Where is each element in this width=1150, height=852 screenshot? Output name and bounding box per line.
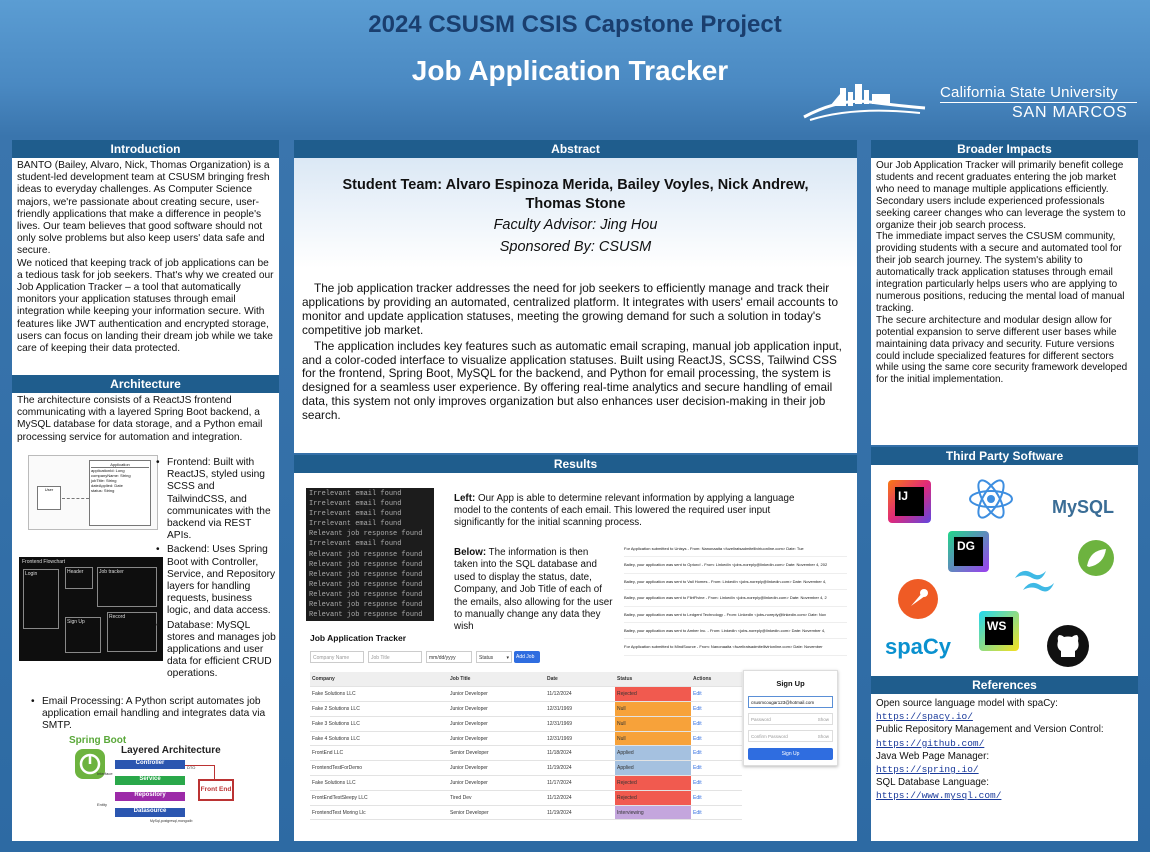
- table-row: [310, 716, 742, 731]
- status-select-label: Status: [479, 655, 494, 661]
- datagrip-icon: [948, 531, 989, 572]
- poster-title: Job Application Tracker: [411, 55, 729, 86]
- show-password-toggle[interactable]: Show: [817, 717, 829, 722]
- cell-job-title: Junior Developer: [448, 776, 545, 791]
- results-panel: [294, 455, 857, 841]
- logo-university: California State University: [940, 84, 1118, 101]
- table-row: [310, 702, 742, 717]
- broader-paragraph: The immediate impact serves the CSUSM community, providing students with a secure and automated tool for their job search journey. The system's ability to automatically track application statuses through email integration particularly helps users who are applying to numerous positions, reducing the mental load of manual tracking.: [876, 231, 1125, 314]
- terminal-line: Irrelevant email found: [309, 490, 402, 498]
- conference-title: 2024 CSUSM CSIS Capstone Project: [368, 11, 782, 38]
- terminal-line: Relevant job response found: [309, 530, 423, 539]
- broader-impacts-heading: Broader Impacts: [871, 140, 1138, 158]
- webstorm-icon: [979, 611, 1019, 651]
- edit-link[interactable]: Edit: [691, 687, 742, 702]
- left-caption: [454, 493, 814, 529]
- col-date: Date: [545, 672, 615, 687]
- spacy-label: spaCy: [885, 634, 952, 659]
- csusm-logo: [800, 80, 1145, 125]
- introduction-heading: Introduction: [12, 140, 279, 158]
- status-badge: Rejected: [615, 790, 691, 805]
- reference-link-mysql[interactable]: https://www.mysql.com/: [876, 790, 1002, 802]
- layer-service: Service: [115, 776, 185, 785]
- terminal-line: Relevant job response found: [309, 550, 423, 559]
- github-icon: [1046, 624, 1090, 668]
- intellij-icon: [888, 480, 931, 523]
- terminal-line: Relevant job response found: [309, 590, 423, 599]
- below-caption-label: Below:: [454, 547, 487, 558]
- cell-company: Fake 3 Solutions LLC: [310, 716, 448, 731]
- edit-link[interactable]: Edit: [691, 805, 742, 820]
- spring-icon: [1078, 540, 1114, 576]
- tailwind-icon: [1012, 565, 1058, 595]
- signup-title: Sign Up: [776, 679, 805, 688]
- tracker-title: Job Application Tracker: [310, 633, 407, 643]
- layer-entity-label: Entity: [97, 802, 108, 807]
- status-badge: Interviewing: [615, 805, 691, 820]
- reference-link-spacy[interactable]: https://spacy.io/: [876, 711, 973, 723]
- introduction-body: [12, 158, 279, 355]
- edit-link[interactable]: Edit: [691, 702, 742, 717]
- confirm-placeholder: Confirm Password: [751, 734, 788, 739]
- terminal-line: Relevant job response found: [309, 560, 423, 569]
- architecture-bullet: • Email Processing: A Python script automates job application email handling and integrates data via SMTP.: [31, 696, 276, 733]
- architecture-bullets: [156, 457, 276, 681]
- layered-title: Layered Architecture: [121, 745, 221, 756]
- uml-line: jobTitle: String: [91, 478, 117, 483]
- cell-date: 11/19/2024: [545, 761, 615, 776]
- email-item[interactable]: Bailey, your application was sent to Vail Homes - From: LinkedIn <jobs-noreply@linkedin.com> Date: November 4,: [624, 574, 847, 590]
- intellij-label: IJ: [895, 487, 924, 516]
- cell-date: 11/19/2024: [545, 805, 615, 820]
- cell-job-title: Tired Dev: [448, 790, 545, 805]
- signup-email-input[interactable]: csusmcougar123@hotmail.com: [748, 696, 833, 708]
- table-row: [310, 731, 742, 746]
- cell-company: Fake 4 Solutions LLC: [310, 731, 448, 746]
- terminal-line: Irrelevant email found: [309, 540, 402, 549]
- uml-line: applicationId: Long: [91, 468, 125, 473]
- reference-label: SQL Database Language:: [876, 777, 989, 789]
- cell-date: 12/31/1969: [545, 702, 615, 717]
- webstorm-label: WS: [985, 617, 1013, 645]
- cell-date: 11/12/2024: [545, 790, 615, 805]
- signup-password-input[interactable]: [748, 713, 833, 725]
- cell-company: Fake Solutions LLC: [310, 776, 448, 791]
- status-badge: Null: [615, 731, 691, 746]
- edit-link[interactable]: Edit: [691, 731, 742, 746]
- cell-company: Fake 2 Solutions LLC: [310, 702, 448, 717]
- table-row: [310, 805, 742, 820]
- layer-controller: Controller: [115, 760, 185, 769]
- react-icon: [967, 477, 1015, 521]
- cell-company: FrontendTestForDemo: [310, 761, 448, 776]
- layered-architecture-diagram: [67, 735, 237, 830]
- wireframe-login: [23, 569, 59, 629]
- email-item[interactable]: [624, 656, 847, 661]
- architecture-bullet: • Backend: Uses Spring Boot with Controller, Service, and Repository layers for handling requests, business logic, and data access.: [156, 544, 276, 617]
- left-caption-text: Our App is able to determine relevant information by applying a language model to the contents of each email. This lowered the required user input significantly for the initial scanning process.: [454, 493, 795, 528]
- col-job-title: Job Title: [448, 672, 545, 687]
- edit-link[interactable]: Edit: [691, 761, 742, 776]
- table-row: [310, 790, 742, 805]
- wireframe-record-label: Record: [109, 614, 126, 620]
- broader-paragraph: Our Job Application Tracker will primarily benefit college students and recent graduates entering the job market who need to manage multiple applications efficiently. Secondary users include experienced professionals seeking career changes who can leverage the system to organize their job search process.: [876, 160, 1126, 231]
- edit-link[interactable]: Edit: [691, 716, 742, 731]
- company-name-input[interactable]: Company Name: [310, 651, 364, 663]
- postman-icon: [898, 579, 938, 619]
- cell-date: 12/31/1969: [545, 731, 615, 746]
- status-badge: Rejected: [615, 776, 691, 791]
- abstract-body: [294, 268, 857, 423]
- uml-line: companyName: String: [91, 473, 131, 478]
- reference-link-spring[interactable]: https://spring.io/: [876, 764, 979, 776]
- below-caption-text: The information is then taken into the SQL database and used to display the status, date, Company, and Job Title of each of the emails, also allowing for the user to manually change any data they wish: [454, 547, 613, 633]
- password-placeholder: Password: [751, 717, 771, 722]
- cell-date: 12/31/1969: [545, 716, 615, 731]
- table-row: [310, 776, 742, 791]
- table-row: [310, 687, 742, 702]
- email-item[interactable]: Bailey, your application was sent to Amber Inc. - From: LinkedIn <jobs-noreply@linkedin.com> Date: November 4,: [624, 623, 847, 639]
- cell-company: Fake Solutions LLC: [310, 687, 448, 702]
- mysql-icon: [1052, 497, 1114, 518]
- terminal-line: Irrelevant email found: [309, 510, 402, 519]
- team-block: [294, 158, 857, 268]
- faculty-advisor: Faculty Advisor: Jing Hou: [493, 217, 658, 233]
- wireframe-header-label: Header: [67, 569, 84, 575]
- wireframe-header: [65, 567, 93, 589]
- architecture-bullet: • Frontend: Built with ReactJS, styled using SCSS and TailwindCSS, and communicates with the backend via REST APIs.: [156, 457, 276, 542]
- table-row: [310, 746, 742, 761]
- status-badge: Null: [615, 716, 691, 731]
- chevron-down-icon: ▾: [506, 655, 509, 661]
- uml-user-box: [37, 486, 61, 510]
- terminal-output: [306, 488, 434, 621]
- broader-impacts-body: [871, 158, 1138, 386]
- references-panel: [871, 676, 1138, 841]
- student-team: Student Team: Alvaro Espinoza Merida, Bailey Voyles, Nick Andrew, Thomas Stone: [342, 177, 809, 212]
- uml-diagram: [28, 455, 158, 530]
- cell-date: 11/12/2024: [545, 687, 615, 702]
- logo-rule: [940, 102, 1137, 103]
- col-status: Status: [615, 672, 691, 687]
- third-party-heading: Third Party Software: [871, 447, 1138, 465]
- layer-db-label: MySql,postgresql,mongodb: [150, 819, 193, 823]
- col-company: Company: [310, 672, 448, 687]
- add-job-button[interactable]: Add Job: [514, 651, 540, 663]
- wireframe-tracker: [97, 567, 157, 607]
- cell-job-title: Senior Developer: [448, 746, 545, 761]
- introduction-paragraph: BANTO (Bailey, Alvaro, Nick, Thomas Organization) is a student-led development team at CSUSM bringing fresh ideas to everyday challenges. As Computer Science majors, we're passionate about creating secure, user-friendly applications that make a difference in people's lives. Our team believes that good software should not only solve problems but also keep users' data safe and secure.: [17, 160, 270, 257]
- mysql-label: MySQL: [1052, 497, 1115, 517]
- reference-label: Public Repository Management and Version Control:: [876, 724, 1104, 736]
- cell-job-title: Junior Developer: [448, 687, 545, 702]
- email-item[interactable]: Bailey, your application was sent to FlirtFivine - From: LinkedIn <jobs-noreply@linkedin.com> Date: November 4, 2: [624, 590, 847, 606]
- edit-link[interactable]: Edit: [691, 790, 742, 805]
- terminal-line: Relevant job response found: [309, 611, 423, 620]
- terminal-line: Irrelevant email found: [309, 500, 402, 509]
- results-heading: Results: [294, 455, 857, 473]
- architecture-heading: Architecture: [12, 375, 279, 393]
- cell-job-title: Junior Developer: [448, 702, 545, 717]
- wireframe-diagram: [19, 557, 163, 661]
- email-list: [624, 541, 847, 661]
- status-badge: Applied: [615, 761, 691, 776]
- cell-company: FrontendTest Moring Llc: [310, 805, 448, 820]
- table-row: [310, 761, 742, 776]
- reference-link-github[interactable]: https://github.com/: [876, 737, 985, 749]
- architecture-panel: [12, 375, 279, 841]
- col-actions: Actions: [691, 672, 742, 687]
- cell-date: 11/18/2024: [545, 746, 615, 761]
- cell-job-title: Junior Developer: [448, 731, 545, 746]
- header: [0, 0, 1150, 138]
- references-heading: References: [871, 676, 1138, 694]
- reference-label: Java Web Page Manager:: [876, 750, 990, 762]
- wireframe-record: [107, 612, 157, 652]
- abstract-heading: Abstract: [294, 140, 857, 158]
- signup-button[interactable]: Sign Up: [748, 748, 833, 760]
- uml-class-title: Application: [91, 462, 149, 468]
- layer-datasource: Datasource: [115, 808, 185, 817]
- status-select[interactable]: [476, 651, 512, 663]
- edit-link[interactable]: Edit: [691, 776, 742, 791]
- abstract-panel: [294, 140, 857, 453]
- wireframe-login-label: Login: [25, 571, 38, 577]
- terminal-line: Relevant job response found: [309, 570, 423, 579]
- status-badge: Applied: [615, 746, 691, 761]
- cell-company: FrontEnd LLC: [310, 746, 448, 761]
- email-item[interactable]: Bailey, your application was sent to Optoro! - From: LinkedIn <jobs-noreply@linkedin.com> Date: November 4, 202: [624, 557, 847, 573]
- datagrip-label: DG: [954, 537, 983, 566]
- csusm-skyline-icon: [800, 80, 930, 124]
- introduction-paragraph: We noticed that keeping track of job applications can be a tedious task for job seekers. That's why we created our Job Application Tracker – a tool that automatically monitors your application statuses through email integration while keeping your information secure. With features like JWT authentication and encrypted storage, users can focus on landing their dream job while we take care of keeping their data protected.: [17, 257, 274, 355]
- abstract-paragraph: The application includes key features such as automatic email scraping, manual job application input, and a color-coded interface to visualize application statuses. Built using ReactJS, SCSS, Tailwind CSS for the frontend, Spring Boot, MySQL for the backend, and Python for email processing, the system is designed for a seamless user experience. By offering real-time analytics and secure handling of email data, this system not only improves organization but also enhances user decision-making in their job search.: [302, 338, 842, 423]
- sponsor: Sponsored By: CSUSM: [499, 239, 652, 255]
- wireframe-signup: [65, 617, 101, 653]
- edit-link[interactable]: Edit: [691, 746, 742, 761]
- uml-line: status: String: [91, 488, 115, 493]
- left-caption-label: Left:: [454, 493, 476, 504]
- layer-repository: Repository: [115, 792, 185, 801]
- cell-job-title: Senior Developer: [448, 805, 545, 820]
- applications-table: [310, 672, 742, 820]
- layer-front-end: Front End: [198, 779, 234, 801]
- introduction-panel: [12, 140, 279, 375]
- layer-dto-label: DTO: [187, 765, 196, 770]
- status-badge: Null: [615, 702, 691, 717]
- terminal-line: Relevant job response found: [309, 580, 423, 589]
- logo-campus: SAN MARCOS: [1012, 104, 1128, 121]
- architecture-intro: The architecture consists of a ReactJS frontend communicating with a layered Spring Boot backend, a MySQL database for data storage, and a Python email processing service for automation and integration.: [17, 395, 263, 443]
- email-item[interactable]: For Application submitted to Unisys - From: Nanonaaita <fuzeliratsadmitelliviriuonline.com> Date: Tue: [624, 541, 847, 557]
- architecture-bullet: • Database: MySQL stores and manages job applications and user data for efficient CRUD operations.: [156, 620, 276, 681]
- uml-connector: [62, 498, 89, 499]
- date-input[interactable]: mm/dd/yyyy: [426, 651, 472, 663]
- spacy-icon: [885, 634, 951, 660]
- signup-confirm-input[interactable]: [748, 730, 833, 742]
- job-title-input[interactable]: Job Title: [368, 651, 422, 663]
- cell-company: FrontEndTestSleepy LLC: [310, 790, 448, 805]
- reference-label: Open source language model with spaCy:: [876, 698, 1058, 709]
- cell-job-title: Junior Developer: [448, 716, 545, 731]
- broader-paragraph: The secure architecture and modular design allow for potential expansion to serve different user bases while maintaining data privacy and security. Future versions could include specialized features for different sectors while using the same core security framework developed for the initial implementation.: [876, 314, 1128, 386]
- tracker-form: [310, 651, 540, 665]
- third-party-panel: [871, 447, 1138, 676]
- wireframe-tracker-label: Job tracker: [99, 569, 124, 575]
- below-caption: [454, 547, 614, 634]
- abstract-paragraph: The job application tracker addresses the need for job seekers to efficiently manage and track their applications by providing an automated, centralized platform. It integrates with users' email accounts to monitor and update application statuses, meeting the growing demand for such a solution in today's competitive job market.: [302, 281, 839, 337]
- wireframe-signup-label: Sign Up: [67, 619, 85, 625]
- uml-user-label: User: [44, 487, 54, 492]
- references-list: [871, 694, 1138, 806]
- layer-interface-label: Interface: [97, 771, 113, 776]
- wireframe-title: Frontend Flowchart: [22, 559, 66, 565]
- signup-card: [743, 670, 838, 766]
- uml-line: dateApplied: Date: [91, 483, 123, 488]
- broader-impacts-panel: [871, 140, 1138, 445]
- email-item[interactable]: Bailey, your application was sent to Ledgent Technology - From: LinkedIn <jobs-noreply@linkedin.com> Date: Nov: [624, 607, 847, 623]
- spring-boot-label: Spring Boot: [69, 735, 127, 746]
- show-confirm-toggle[interactable]: Show: [817, 734, 829, 739]
- front-end-connector: [185, 765, 215, 779]
- email-item[interactable]: For Application submitted to MindSource - From: Nanonaaita <fuzeliratsadmitellivirionline.com> Date: November: [624, 639, 847, 655]
- uml-class-box: [89, 460, 151, 526]
- email-processing-bullet: [31, 696, 276, 733]
- cell-job-title: Junior Developer: [448, 761, 545, 776]
- terminal-line: Relevant job response found: [309, 601, 423, 610]
- status-badge: Rejected: [615, 687, 691, 702]
- terminal-line: Irrelevant email found: [309, 520, 402, 529]
- table-header-row: [310, 672, 742, 687]
- cell-date: 11/17/2024: [545, 776, 615, 791]
